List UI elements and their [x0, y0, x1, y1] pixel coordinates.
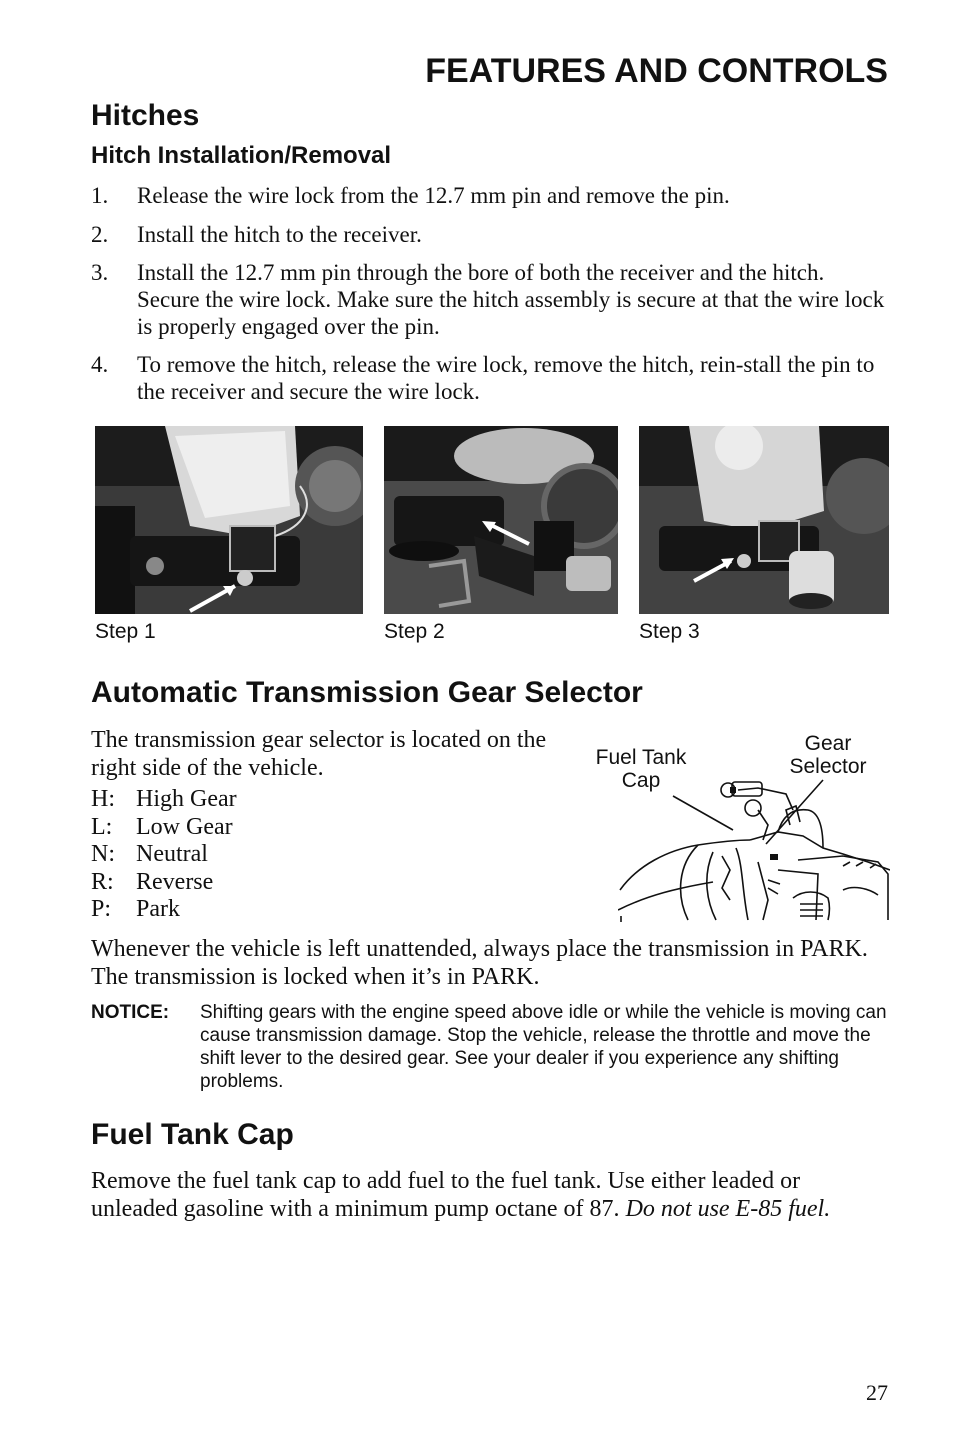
gear-label: Reverse: [136, 869, 214, 895]
gear-label: Low Gear: [136, 814, 233, 840]
gear-key: R:: [91, 869, 114, 895]
fuel-cap-body: Remove the fuel tank cap to add fuel to the fuel tank. Use either leaded or unleaded gasoline with a minimum pump octane of 87.: [91, 1168, 801, 1222]
step-text: Install the 12.7 mm pin through the bore of both the receiver and the hitch. Secure the wire lock. Make sure the hitch assembly is secure at that the wire lock is properly engaged over the pin.: [137, 260, 885, 339]
gear-label: Park: [136, 896, 180, 922]
gear-key: N:: [91, 841, 115, 867]
list-item: [91, 814, 233, 842]
page-title: FEATURES AND CONTROLS: [425, 52, 888, 90]
step-3-photo: [639, 426, 889, 614]
list-item: [91, 351, 891, 411]
fuel-cap-warning: Do not use E-85 fuel.: [625, 1196, 831, 1222]
photo-caption: Step 2: [384, 620, 445, 643]
list-item: [91, 896, 180, 924]
gear-key: H:: [91, 786, 115, 812]
list-item: [91, 182, 891, 212]
fuel-cap-heading: Fuel Tank Cap: [91, 1118, 294, 1151]
step-text: To remove the hitch, release the wire lock, remove the hitch, rein-stall the pin to the receiver and secure the wire lock.: [137, 352, 875, 404]
gear-selector-heading: Automatic Transmission Gear Selector: [91, 676, 643, 709]
photo-caption: Step 3: [639, 620, 700, 643]
list-item: [91, 786, 237, 814]
gear-selector-intro: The transmission gear selector is located on the right side of the vehicle.: [91, 727, 547, 781]
step-text: Release the wire lock from the 12.7 mm pin and remove the pin.: [137, 183, 730, 208]
step-number: 2.: [91, 222, 109, 247]
step-1-photo: [95, 426, 363, 614]
step-number: 3.: [91, 260, 109, 285]
gear-key: L:: [91, 814, 113, 840]
step-2-photo: [384, 426, 618, 614]
hitches-heading: Hitches: [91, 99, 200, 132]
step-text: Install the hitch to the receiver.: [137, 222, 422, 247]
gear-key: P:: [91, 896, 112, 922]
fuel-cap-text: [91, 1167, 891, 1223]
hitch-installation-subheading: Hitch Installation/Removal: [91, 142, 392, 169]
list-item: [91, 259, 891, 345]
photo-caption: Step 1: [95, 620, 156, 643]
fuel-cap-label: Fuel Tank Cap: [595, 746, 687, 792]
gear-label: High Gear: [136, 786, 237, 812]
park-instructions: Whenever the vehicle is left unattended, always place the transmission in PARK. The transmission is locked when it’s in PARK.: [91, 936, 868, 990]
list-item: [91, 221, 891, 251]
step-number: 1.: [91, 183, 109, 208]
page-number: 27: [866, 1380, 888, 1405]
notice-label: NOTICE:: [91, 1002, 170, 1023]
gear-selector-label: Gear Selector: [789, 732, 867, 778]
list-item: [91, 869, 213, 897]
atv-diagram: [618, 770, 890, 922]
notice-text: Shifting gears with the engine speed above idle or while the vehicle is moving can cause transmission damage. Stop the vehicle, release the throttle and move the shift lever to the desired gear. See your dealer if you experience any shifting problems.: [200, 1002, 887, 1092]
gear-label: Neutral: [136, 841, 208, 867]
list-item: [91, 841, 208, 869]
step-number: 4.: [91, 352, 109, 377]
